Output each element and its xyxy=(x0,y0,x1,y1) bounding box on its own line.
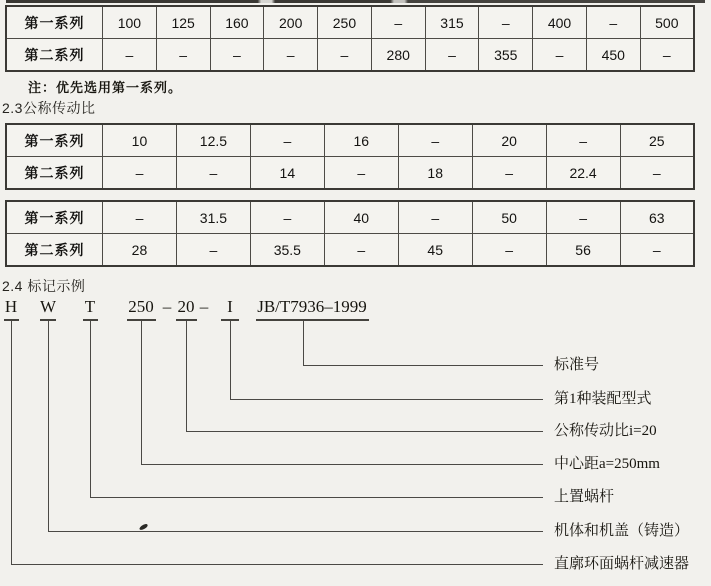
series-value-cell: – xyxy=(425,39,479,72)
series-value-cell: – xyxy=(176,234,250,267)
table-note: 注：优先选用第一系列。 xyxy=(28,80,183,95)
leader-line-vertical xyxy=(186,321,187,431)
series-value-cell: 10 xyxy=(103,124,177,157)
marking-code-part: 20 xyxy=(177,297,195,316)
series-value-cell: – xyxy=(103,39,157,72)
series-value-cell: 250 xyxy=(318,6,372,39)
leader-line-vertical xyxy=(303,321,304,365)
series-value-cell: 22.4 xyxy=(546,157,620,190)
series-value-cell: – xyxy=(398,124,472,157)
series-row-label: 第二系列 xyxy=(6,39,103,72)
series-value-cell: – xyxy=(546,124,620,157)
leader-line-vertical xyxy=(48,321,49,531)
series-row-label: 第一系列 xyxy=(6,6,103,39)
marking-label: 中心距a=250mm xyxy=(554,456,660,472)
series-value-cell: 20 xyxy=(472,124,546,157)
series-row-label: 第一系列 xyxy=(6,124,103,157)
series-value-cell: – xyxy=(250,201,324,234)
center-distance-table xyxy=(5,5,695,72)
scan-ink-speck xyxy=(139,523,149,531)
series-value-cell: – xyxy=(472,157,546,190)
series-value-cell: 50 xyxy=(472,201,546,234)
series-value-cell: – xyxy=(640,39,694,72)
leader-line-horizontal xyxy=(48,531,543,532)
series-row-label: 第二系列 xyxy=(6,157,103,190)
transmission-ratio-table-a xyxy=(5,123,695,190)
marking-code-part: – xyxy=(162,297,172,316)
series-value-cell: 500 xyxy=(640,6,694,39)
series-value-cell: – xyxy=(176,157,250,190)
series-value-cell: – xyxy=(398,201,472,234)
series-value-cell: 31.5 xyxy=(176,201,250,234)
table-row xyxy=(6,234,694,267)
leader-line-vertical xyxy=(11,321,12,564)
series-value-cell: – xyxy=(533,39,587,72)
scan-artifact-line xyxy=(6,0,705,3)
leader-line-horizontal xyxy=(303,365,543,366)
leader-line-vertical xyxy=(141,321,142,464)
leader-line-vertical xyxy=(230,321,231,399)
table-row xyxy=(6,157,694,190)
series-value-cell: 200 xyxy=(264,6,318,39)
series-value-cell: 25 xyxy=(620,124,694,157)
series-value-cell: 125 xyxy=(156,6,210,39)
series-value-cell: – xyxy=(472,234,546,267)
marking-code-part: T xyxy=(84,297,96,316)
series-value-cell: – xyxy=(156,39,210,72)
marking-label: 公称传动比i=20 xyxy=(554,423,657,439)
marking-code-part: I xyxy=(227,297,233,316)
table-row xyxy=(6,39,694,72)
series-value-cell: 63 xyxy=(620,201,694,234)
marking-example-diagram xyxy=(0,294,711,586)
series-value-cell: – xyxy=(620,157,694,190)
series-value-cell: 450 xyxy=(586,39,640,72)
marking-code-part: – xyxy=(199,297,209,316)
series-value-cell: 12.5 xyxy=(176,124,250,157)
series-value-cell: – xyxy=(371,6,425,39)
table-row xyxy=(6,201,694,234)
series-value-cell: – xyxy=(318,39,372,72)
series-value-cell: – xyxy=(103,201,177,234)
series-value-cell: 16 xyxy=(324,124,398,157)
series-value-cell: 315 xyxy=(425,6,479,39)
series-value-cell: 280 xyxy=(371,39,425,72)
series-value-cell: – xyxy=(210,39,264,72)
series-value-cell: – xyxy=(586,6,640,39)
leader-line-horizontal xyxy=(11,564,543,565)
marking-code-part: W xyxy=(39,297,57,316)
leader-line-horizontal xyxy=(141,464,543,465)
marking-code-underline xyxy=(256,319,369,321)
series-value-cell: – xyxy=(103,157,177,190)
series-row-label: 第一系列 xyxy=(6,201,103,234)
section-heading-2-4: 2.4 标记示例 xyxy=(2,278,86,294)
series-value-cell: – xyxy=(546,201,620,234)
series-value-cell: 28 xyxy=(103,234,177,267)
series-value-cell: 18 xyxy=(398,157,472,190)
series-value-cell: – xyxy=(264,39,318,72)
section-heading-2-3: 2.3公称传动比 xyxy=(2,100,96,116)
leader-line-horizontal xyxy=(90,497,543,498)
series-value-cell: – xyxy=(620,234,694,267)
marking-label: 标准号 xyxy=(554,357,600,373)
marking-label: 第1种装配型式 xyxy=(554,391,652,407)
marking-code-part: H xyxy=(4,297,18,316)
series-value-cell: 160 xyxy=(210,6,264,39)
series-value-cell: – xyxy=(479,6,533,39)
series-value-cell: – xyxy=(324,157,398,190)
marking-label: 机体和机盖（铸造） xyxy=(554,523,690,539)
series-value-cell: 14 xyxy=(250,157,324,190)
marking-label: 上置蜗杆 xyxy=(554,489,615,505)
series-row-label: 第二系列 xyxy=(6,234,103,267)
transmission-ratio-table-b xyxy=(5,200,695,267)
series-value-cell: 56 xyxy=(546,234,620,267)
leader-line-horizontal xyxy=(230,399,543,400)
series-value-cell: 355 xyxy=(479,39,533,72)
leader-line-vertical xyxy=(90,321,91,497)
series-value-cell: 45 xyxy=(398,234,472,267)
series-value-cell: – xyxy=(250,124,324,157)
series-value-cell: 40 xyxy=(324,201,398,234)
table-row xyxy=(6,6,694,39)
marking-label: 直廓环面蜗杆减速器 xyxy=(554,556,690,572)
series-value-cell: 35.5 xyxy=(250,234,324,267)
series-value-cell: 400 xyxy=(533,6,587,39)
marking-code-part: JB/T7936–1999 xyxy=(257,297,367,316)
marking-code-part: 250 xyxy=(128,297,154,316)
series-value-cell: – xyxy=(324,234,398,267)
table-row xyxy=(6,124,694,157)
series-value-cell: 100 xyxy=(103,6,157,39)
leader-line-horizontal xyxy=(186,431,543,432)
